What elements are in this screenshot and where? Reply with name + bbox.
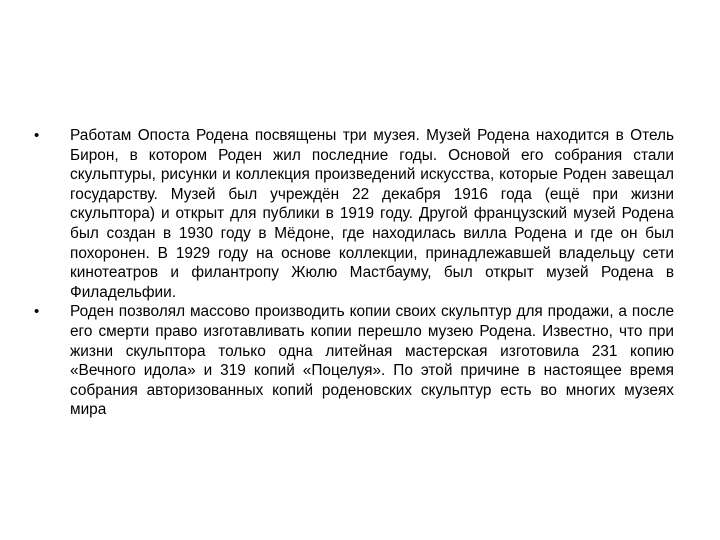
bullet-marker: •	[34, 127, 40, 144]
bullet-marker: •	[34, 303, 40, 321]
bullet-item-copies	[34, 302, 674, 420]
bullet-text-museums: Работам Опоста Родена посвящены три музея. Музей Родена находится в Отель Бирон, в котором Роден жил последние годы. Основой его собрания стали скульптуры, рисунки и коллекция произведений искусства, которые Роден завещал государству. Музей был учреждён 22 декабря 1916 года (ещё при жизни скульптора) и открыт для публики в 1919 году. Другой французский музей Родена был создан в 1930 году в Мёдоне, где находилась вилла Родена и где он был похоронен. В 1929 году на основе коллекции, принадлежавшей владельцу сети кинотеатров и филантропу Жюлю Мастбауму, был открыт музей Родена в Филадельфии.	[70, 127, 674, 301]
bullet-item-museums	[34, 126, 674, 302]
bullet-list	[34, 126, 674, 420]
bullet-text-copies: Роден позволял массово производить копии своих скульптур для продажи, а после его смерти право изготавливать копии перешло музею Родена. Известно, что при жизни скульптора только одна литейная мастерская изготовила 231 копию «Вечного идола» и 319 копий «Поцелуя». По этой причине в настоящее время собрания авторизованных копий роденовских скульптур есть во многих музеях мира	[70, 303, 674, 419]
